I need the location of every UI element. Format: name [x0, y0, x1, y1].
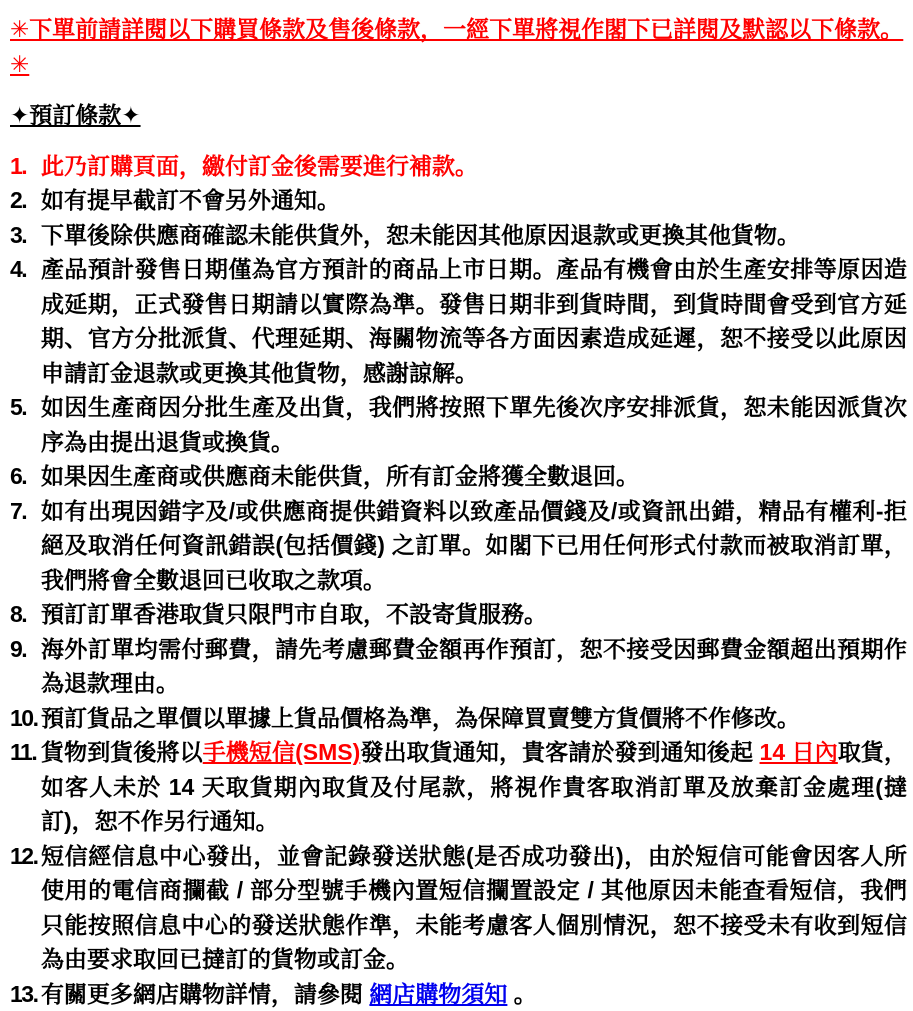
term-item-6	[10, 459, 907, 494]
term-item-10	[10, 701, 907, 736]
term-number: 7.	[10, 494, 26, 529]
term-text: 預訂貨品之單價以單據上貨品價格為準，為保障買賣雙方貨價將不作修改。	[41, 705, 800, 731]
term-text: 如有出現因錯字及/或供應商提供錯資料以致產品價錢及/或資訊出錯，精品有權利-拒絕及取消任何資訊錯誤(包括價錢) 之訂單。如閣下已用任何形式付款而被取消訂單，我們將會全數退回已收取之款項。	[41, 498, 907, 593]
term-text: 此乃訂購頁面，繳付訂金後需要進行補款。	[41, 153, 478, 179]
term-number: 11.	[10, 735, 36, 770]
term-text: 如有提早截訂不會另外通知。	[41, 187, 340, 213]
term-text: 貨物到貨後將以	[41, 739, 203, 765]
term-text: 發出取貨通知，貴客請於發到通知後起	[360, 739, 759, 765]
term-number: 12.	[10, 839, 37, 874]
term-item-2	[10, 183, 907, 218]
term-text-red-underline: 14 日內	[760, 739, 838, 765]
term-item-3	[10, 218, 907, 253]
store-shopping-notice-link[interactable]: 網店購物須知	[369, 981, 507, 1007]
term-number: 6.	[10, 459, 26, 494]
term-number: 4.	[10, 252, 26, 287]
term-number: 8.	[10, 597, 26, 632]
term-text: 預訂訂單香港取貨只限門市自取，不設寄貨服務。	[41, 601, 547, 627]
term-number: 3.	[10, 218, 26, 253]
term-text: 取貨，如客人未於 14 天取貨期內取貨及付尾款，將視作貴客取消訂單及放棄訂金處理(撻訂)，恕不作另行通知。	[41, 739, 907, 834]
term-text: 。	[507, 981, 536, 1007]
term-text: 產品預計發售日期僅為官方預計的商品上市日期。產品有機會由於生產安排等原因造成延期，正式發售日期請以實際為準。發售日期非到貨時間，到貨時間會受到官方延期、官方分批派貨、代理延期、海關物流等各方面因素造成延遲，恕不接受以此原因申請訂金退款或更換其他貨物，感謝諒解。	[41, 256, 907, 386]
term-text: 有關更多網店購物詳情，請參閱	[41, 981, 369, 1007]
term-number: 13.	[10, 977, 37, 1011]
term-number: 1.	[10, 149, 26, 184]
pre-order-warning-banner: ✳下單前請詳閱以下購買條款及售後條款，一經下單將視作閣下已詳閱及默認以下條款。✳	[10, 12, 907, 81]
terms-list	[10, 149, 907, 1011]
term-text: 下單後除供應商確認未能供貨外，恕未能因其他原因退款或更換其他貨物。	[41, 222, 800, 248]
term-item-12	[10, 839, 907, 977]
term-number: 2.	[10, 183, 26, 218]
term-text: 如因生產商因分批生產及出貨，我們將按照下單先後次序安排派貨，恕未能因派貨次序為由提出退貨或換貨。	[41, 394, 907, 455]
term-number: 9.	[10, 632, 26, 667]
term-number: 10.	[10, 701, 37, 736]
term-item-4	[10, 252, 907, 390]
term-number: 5.	[10, 390, 26, 425]
term-item-8	[10, 597, 907, 632]
term-item-11	[10, 735, 907, 839]
term-text-red-underline: 手機短信(SMS)	[203, 739, 361, 765]
term-item-5	[10, 390, 907, 459]
pre-order-terms-document	[10, 12, 907, 1011]
term-item-1	[10, 149, 907, 184]
term-item-9	[10, 632, 907, 701]
term-item-13	[10, 977, 907, 1011]
term-text: 如果因生產商或供應商未能供貨，所有訂金將獲全數退回。	[41, 463, 639, 489]
term-item-7	[10, 494, 907, 598]
term-text: 短信經信息中心發出，並會記錄發送狀態(是否成功發出)，由於短信可能會因客人所使用的電信商攔截 / 部分型號手機內置短信攔置設定 / 其他原因未能查看短信，我們只能按照信息中心的發送狀態作準，未能考慮客人個別情況，恕不接受未有收到短信為由要求取回已撻訂的貨物或訂金。	[41, 843, 907, 973]
term-text: 海外訂單均需付郵費，請先考慮郵費金額再作預訂，恕不接受因郵費金額超出預期作為退款理由。	[41, 636, 907, 697]
section-title-booking-terms: ✦預訂條款✦	[10, 98, 907, 133]
